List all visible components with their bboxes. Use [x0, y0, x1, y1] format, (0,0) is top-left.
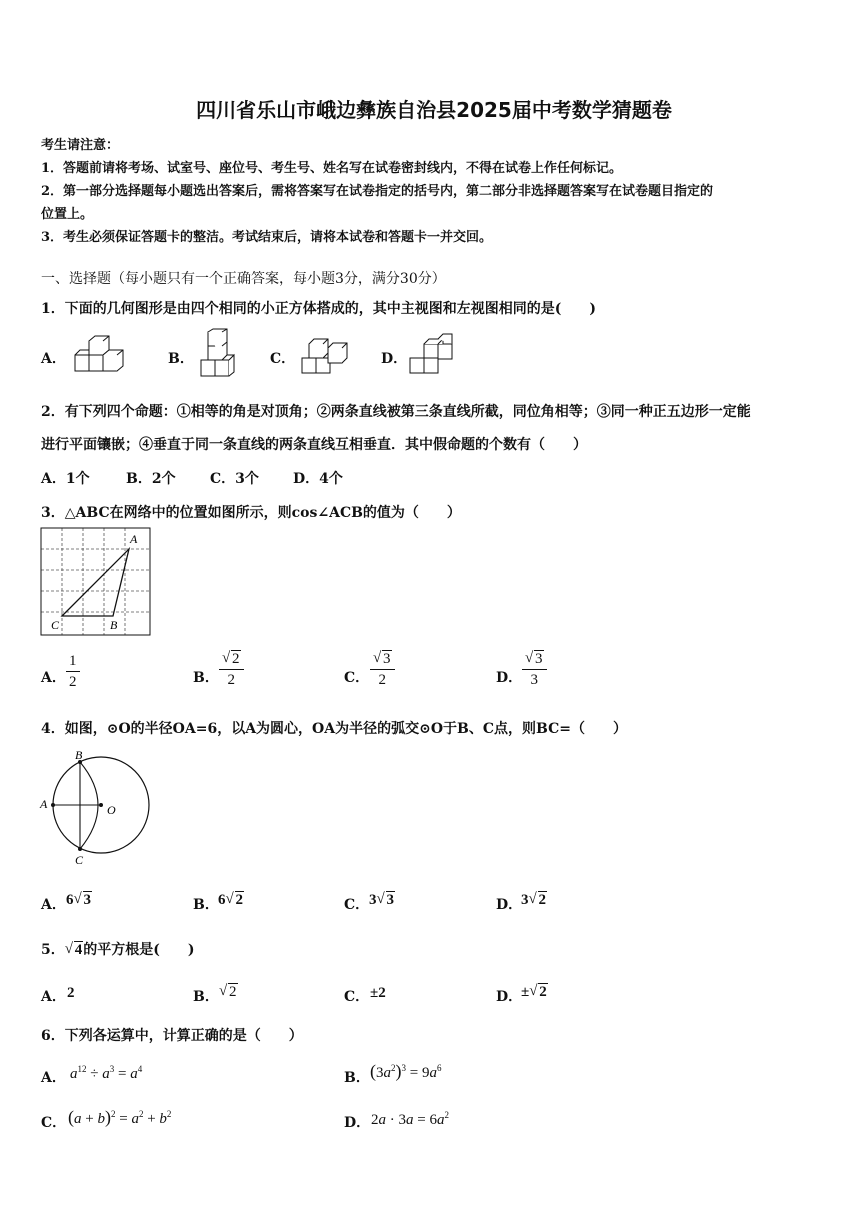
q4-point-o-label: O	[107, 803, 116, 817]
q5-option-c-value: ±2	[370, 985, 386, 1001]
notice-item-2-cont: 位置上。	[41, 207, 94, 222]
q3-point-a-label: A	[130, 532, 138, 546]
q4-option-c-label: C．	[344, 897, 370, 913]
q6-stem: 6．下列各运算中，计算正确的是（ ）	[41, 1028, 303, 1044]
q5-option-c-label: C．	[344, 989, 370, 1005]
q3-stem: 3．△ABC在网络中的位置如图所示，则cos∠ACB的值为（ ）	[41, 505, 461, 521]
q4-option-b-value: 6√ 2	[218, 892, 244, 909]
q4-option-a-value: 6√ 3	[66, 892, 92, 909]
q5-option-a-value: 2	[67, 985, 75, 1001]
q4-option-a-label: A．	[41, 897, 66, 913]
q1-figure-b	[198, 328, 242, 378]
q3-option-a-value: $\frac{1}{2}$	[66, 654, 80, 690]
notice-item-2: 2．第一部分选择题每小题选出答案后，需将答案写在试卷指定的括号内，第二部分非选择题答案写在试卷题目指定的	[41, 184, 714, 199]
q4-point-b-label: B	[75, 748, 83, 762]
q6-option-d-formula: $2a \cdot 3a = 6a^2$	[371, 1110, 449, 1128]
q5-option-b-label: B．	[193, 989, 219, 1005]
q4-option-d-value: 3√ 2	[521, 892, 547, 909]
q2-option-d: D．4个	[293, 471, 343, 487]
notice-item-1: 1．答题前请将考场、试室号、座位号、考生号、姓名写在试卷密封线内，不得在试卷上作任何标记。	[41, 161, 623, 176]
q3-option-c-label: C．	[344, 670, 370, 686]
q6-option-d-label: D．	[344, 1115, 371, 1131]
q1-option-b-label: B．	[168, 351, 194, 367]
q5-option-a-label: A．	[41, 989, 66, 1005]
q3-point-b-label: B	[110, 618, 118, 632]
q3-option-c-value: √ $\frac{3}{2}$	[370, 652, 395, 688]
q5-option-b-value: √ 2	[219, 984, 238, 1001]
q1-figure-a	[74, 333, 130, 375]
q6-option-b-formula: $(3a^2)^3 = 9a^6$	[370, 1061, 442, 1081]
q1-stem: 1．下面的几何图形是由四个相同的小正方体搭成的，其中主视图和左视图相同的是( )	[41, 301, 596, 317]
q4-circle-figure	[38, 748, 156, 868]
q3-point-c-label: C	[51, 618, 60, 632]
q6-option-b-label: B．	[344, 1070, 370, 1086]
q5-option-d-value: ±√ 2	[521, 984, 548, 1001]
q4-option-b-label: B．	[193, 897, 219, 913]
q6-option-c-label: C．	[41, 1115, 67, 1131]
q2-line-1: 2．有下列四个命题：①相等的角是对顶角；②两条直线被第三条直线所截，同位角相等；③同一种正五边形一定能	[41, 404, 751, 420]
q1-option-d-label: D．	[381, 351, 408, 367]
page-title: 四川省乐山市峨边彝族自治县2025届中考数学猜题卷	[196, 98, 672, 122]
q1-figure-d	[408, 332, 456, 376]
q6-option-a-formula: $a^{12} \div a^3 = a^4$	[70, 1064, 143, 1082]
section-heading: 一、选择题（每小题只有一个正确答案，每小题3分，满分30分）	[41, 271, 446, 287]
q3-option-b-label: B．	[193, 670, 219, 686]
q2-option-c: C．3个	[210, 471, 259, 487]
q6-option-a-label: A．	[41, 1070, 66, 1086]
q1-figure-c	[300, 332, 350, 376]
q3-grid-figure	[40, 527, 154, 639]
q4-point-a-label: A	[40, 797, 48, 811]
q4-option-d-label: D．	[496, 897, 523, 913]
q6-option-c-formula: $(a + b)^2 = a^2 + b^2$	[68, 1107, 172, 1127]
q3-option-d-label: D．	[496, 670, 523, 686]
q2-option-a: A．1个	[41, 471, 90, 487]
q2-line-2: 进行平面镶嵌；④垂直于同一条直线的两条直线互相垂直．其中假命题的个数有（ ）	[41, 437, 587, 453]
q3-option-b-value: √ $\frac{2}{2}$	[219, 652, 244, 688]
q1-option-c-label: C．	[270, 351, 296, 367]
q1-option-a-label: A．	[41, 351, 66, 367]
q4-stem: 4．如图，⊙O的半径OA=6，以A为圆心，OA为半径的弧交⊙O于B、C点，则BC=（ ）	[41, 721, 627, 737]
q5-option-d-label: D．	[496, 989, 523, 1005]
q4-option-c-value: 3√ 3	[369, 892, 395, 909]
q3-option-d-value: √ $\frac{3}{3}$	[522, 652, 547, 688]
q5-stem: 5．√ 4的平方根是( )	[41, 939, 195, 959]
notice-heading: 考生请注意：	[41, 138, 120, 153]
notice-item-3: 3．考生必须保证答题卡的整洁。考试结束后，请将本试卷和答题卡一并交回。	[41, 230, 493, 245]
q4-point-c-label: C	[75, 853, 84, 867]
q2-option-b: B．2个	[126, 471, 176, 487]
q3-option-a-label: A．	[41, 670, 66, 686]
